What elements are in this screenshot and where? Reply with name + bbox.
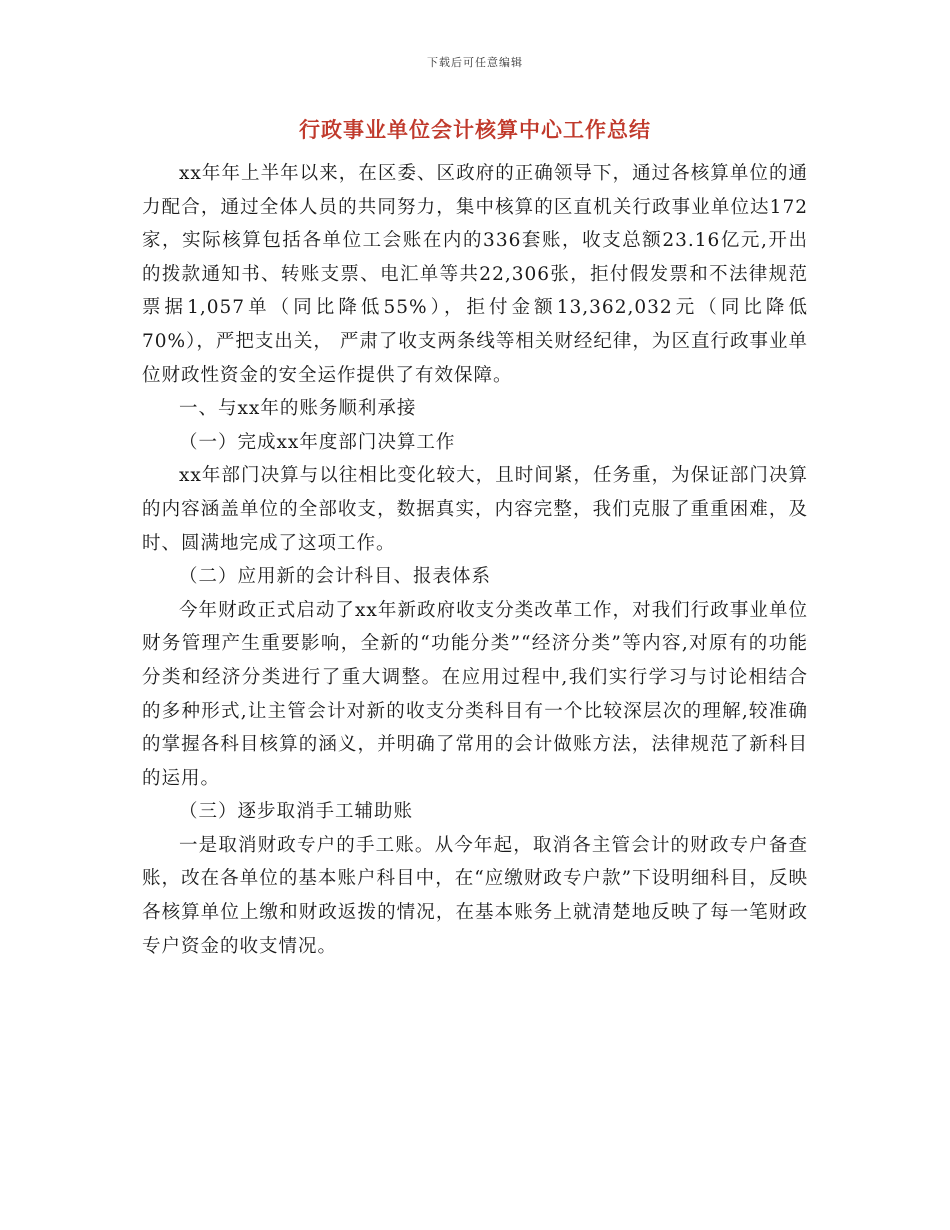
subsection-heading-3: （三）逐步取消手工辅助账: [179, 801, 414, 823]
paragraph-summary: xx年年上半年以来，在区委、区政府的正确领导下，通过各核算单位的通力配合，通过全体人员的共同努力，集中核算的区直机关行政事业单位达172家，实际核算包括各单位工会账在内的336套账，收支总额23.16亿元,开出的拨款通知书、转账支票、电汇单等共22,306张，拒付假发票和不法律规范票据1,057单（同比降低55%），拒付金额13,362,032元（同比降低70%），严把支出关， 严肃了收支两条线等相关财经纪律，为区直行政事业单位财政性资金的安全运作提供了有效保障。: [142, 163, 808, 386]
document-body: [142, 157, 808, 963]
paragraph-new-accounts: 今年财政正式启动了xx年新政府收支分类改革工作，对我们行政事业单位财务管理产生重要影响，全新的“功能分类”“经济分类”等内容,对原有的功能分类和经济分类进行了重大调整。在应用过程中,我们实行学习与讨论相结合的多种形式,让主管会计对新的收支分类科目有一个比较深层次的理解,较准确的掌握各科目核算的涵义，并明确了常用的会计做账方法，法律规范了新科目的运用。: [142, 599, 808, 789]
document-title: 行政事业单位会计核算中心工作总结: [299, 118, 651, 142]
paragraph-final-accounts: xx年部门决算与以往相比变化较大，且时间紧，任务重，为保证部门决算的内容涵盖单位的全部收支，数据真实，内容完整，我们克服了重重困难，及时、圆满地完成了这项工作。: [142, 465, 808, 554]
subsection-heading-1: （一）完成xx年度部门决算工作: [179, 431, 456, 453]
subsection-heading-2: （二）应用新的会计科目、报表体系: [179, 566, 492, 588]
paragraph-cancel-manual: 一是取消财政专户的手工账。从今年起，取消各主管会计的财政专户备查账，改在各单位的基本账户科目中，在“应缴财政专户款”下设明细科目，反映各核算单位上缴和财政返拨的情况，在基本账务上就清楚地反映了每一笔财政专户资金的收支情况。: [142, 834, 808, 957]
header-note: 下载后可任意编辑: [427, 56, 523, 69]
section-heading-1: 一、与xx年的账务顺利承接: [179, 398, 417, 420]
